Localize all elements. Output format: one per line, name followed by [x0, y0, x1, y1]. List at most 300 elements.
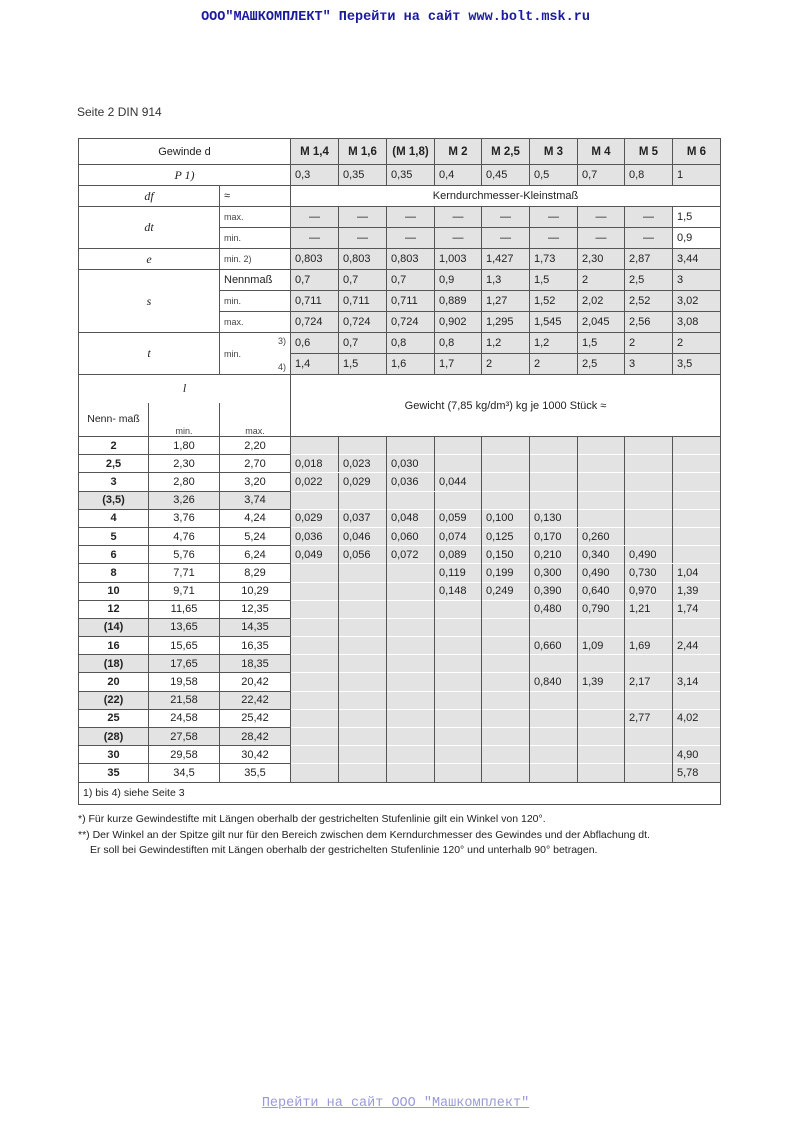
- weight-value: [435, 455, 482, 473]
- weight-value: [578, 709, 625, 727]
- nennmass-value: 16: [79, 637, 149, 655]
- t-min-cell: [220, 333, 291, 375]
- weight-value: 0,029: [291, 509, 339, 527]
- min-value: 11,65: [149, 600, 220, 618]
- weight-value: 1,21: [625, 600, 673, 618]
- weight-value: 0,840: [530, 673, 578, 691]
- weight-value: [673, 618, 721, 636]
- weight-value: [339, 673, 387, 691]
- max-value: 35,5: [220, 764, 291, 782]
- weight-value: [435, 600, 482, 618]
- weight-value: [387, 728, 435, 746]
- weight-value: [673, 546, 721, 564]
- p-value: 0,3: [291, 165, 339, 186]
- dt-label: dt: [79, 207, 220, 249]
- weight-value: [625, 728, 673, 746]
- weight-value: 0,059: [435, 509, 482, 527]
- table-row: [79, 333, 721, 354]
- weight-value: 0,730: [625, 564, 673, 582]
- s-max-value: 0,724: [387, 312, 435, 333]
- table-row: [79, 764, 721, 782]
- column-header: M 2: [435, 139, 482, 165]
- column-header: M 4: [578, 139, 625, 165]
- weight-value: [530, 618, 578, 636]
- weight-value: 0,300: [530, 564, 578, 582]
- t-4-value: 1,6: [387, 354, 435, 375]
- footnote-1: *) Für kurze Gewindestifte mit Längen oberhalb der gestrichelten Stufenlinie gilt ein Winkel von 120°.: [78, 813, 546, 825]
- weight-value: [530, 437, 578, 455]
- nennmass-value: 6: [79, 546, 149, 564]
- t-4-value: 1,7: [435, 354, 482, 375]
- weight-value: [673, 728, 721, 746]
- max-value: 3,20: [220, 473, 291, 491]
- weight-value: [435, 655, 482, 673]
- page-label: Seite 2 DIN 914: [77, 105, 162, 119]
- weight-value: 0,100: [482, 509, 530, 527]
- weight-value: [625, 618, 673, 636]
- t-3-value: 0,8: [435, 333, 482, 354]
- weight-value: [530, 491, 578, 509]
- e-value: 0,803: [291, 249, 339, 270]
- gewinde-label: Gewinde d: [79, 139, 291, 165]
- weight-value: 4,90: [673, 746, 721, 764]
- min-value: 15,65: [149, 637, 220, 655]
- weight-value: [339, 491, 387, 509]
- min-value: 24,58: [149, 709, 220, 727]
- column-header: M 1,6: [339, 139, 387, 165]
- table-row: [79, 527, 721, 545]
- weight-value: 0,340: [578, 546, 625, 564]
- weight-value: [387, 655, 435, 673]
- nennmass-label: Nenn- maß: [79, 403, 149, 437]
- weight-value: 0,023: [339, 455, 387, 473]
- s-max-value: 3,08: [673, 312, 721, 333]
- weight-value: 1,39: [673, 582, 721, 600]
- table-footnote: 1) bis 4) siehe Seite 3: [79, 782, 721, 804]
- weight-value: [291, 618, 339, 636]
- weight-value: 2,77: [625, 709, 673, 727]
- dt-max-value: —: [482, 207, 530, 228]
- weight-value: [578, 455, 625, 473]
- weight-value: [578, 655, 625, 673]
- dt-max-value: —: [578, 207, 625, 228]
- weight-value: [339, 564, 387, 582]
- e-value: 1,427: [482, 249, 530, 270]
- s-min-value: 1,27: [482, 291, 530, 312]
- dt-max-value: —: [339, 207, 387, 228]
- weight-value: [291, 637, 339, 655]
- weight-value: 2,44: [673, 637, 721, 655]
- table-row: [79, 637, 721, 655]
- weight-value: [673, 527, 721, 545]
- e-value: 1,003: [435, 249, 482, 270]
- df-text: Kerndurchmesser-Kleinstmaß: [291, 186, 721, 207]
- weight-value: [339, 618, 387, 636]
- t-4-value: 2,5: [578, 354, 625, 375]
- weight-value: [387, 437, 435, 455]
- dt-max-value: —: [291, 207, 339, 228]
- p-value: 0,45: [482, 165, 530, 186]
- min-value: 4,76: [149, 527, 220, 545]
- weight-value: [673, 473, 721, 491]
- weight-value: [482, 728, 530, 746]
- weight-value: [578, 473, 625, 491]
- s-min-value: 0,889: [435, 291, 482, 312]
- weight-value: [435, 764, 482, 782]
- weight-value: [387, 691, 435, 709]
- weight-value: [578, 437, 625, 455]
- weight-value: [291, 728, 339, 746]
- max-value: 3,74: [220, 491, 291, 509]
- weight-value: [530, 709, 578, 727]
- weight-value: [482, 473, 530, 491]
- table-row: [79, 437, 721, 455]
- weight-value: [387, 709, 435, 727]
- weight-value: [387, 746, 435, 764]
- weight-value: 0,049: [291, 546, 339, 564]
- table-row: [79, 691, 721, 709]
- min-value: 7,71: [149, 564, 220, 582]
- weight-value: [435, 637, 482, 655]
- weight-value: [482, 437, 530, 455]
- weight-value: 0,790: [578, 600, 625, 618]
- weight-value: 4,02: [673, 709, 721, 727]
- e-value: 3,44: [673, 249, 721, 270]
- min-value: 21,58: [149, 691, 220, 709]
- table-row: [79, 207, 721, 228]
- weight-value: [339, 437, 387, 455]
- weight-value: [673, 491, 721, 509]
- nennmass-value: 5: [79, 527, 149, 545]
- weight-value: [291, 764, 339, 782]
- weight-value: [578, 728, 625, 746]
- weight-value: [339, 764, 387, 782]
- bottom-site-link[interactable]: Перейти на сайт ООО "Машкомплект": [261, 1096, 530, 1111]
- t-4-value: 3: [625, 354, 673, 375]
- max-value: 4,24: [220, 509, 291, 527]
- weight-value: 0,480: [530, 600, 578, 618]
- s-nenn-value: 0,7: [387, 270, 435, 291]
- gewicht-label: Gewicht (7,85 kg/dm³) kg je 1000 Stück ≈: [291, 375, 721, 437]
- weight-value: 0,390: [530, 582, 578, 600]
- dt-max-value: —: [435, 207, 482, 228]
- weight-value: [482, 491, 530, 509]
- top-site-link[interactable]: ООО"МАШКОМПЛЕКТ" Перейти на сайт www.bolt.msk.ru: [201, 10, 590, 25]
- s-nenn-value: 1,3: [482, 270, 530, 291]
- nennmass-value: 10: [79, 582, 149, 600]
- weight-value: [482, 455, 530, 473]
- t-min-label: min.: [224, 348, 242, 359]
- weight-value: [435, 437, 482, 455]
- s-nenn-label: Nennmaß: [220, 270, 291, 291]
- weight-value: 0,048: [387, 509, 435, 527]
- max-value: 16,35: [220, 637, 291, 655]
- dt-min-value: —: [339, 228, 387, 249]
- weight-value: 0,089: [435, 546, 482, 564]
- weight-value: 0,660: [530, 637, 578, 655]
- weight-value: [435, 691, 482, 709]
- weight-value: 1,74: [673, 600, 721, 618]
- weight-value: [387, 637, 435, 655]
- table-row: [79, 746, 721, 764]
- e-value: 1,73: [530, 249, 578, 270]
- s-max-value: 2,56: [625, 312, 673, 333]
- max-value: 14,35: [220, 618, 291, 636]
- t-3-value: 2: [625, 333, 673, 354]
- min-label: min.: [149, 403, 220, 437]
- din914-table: [78, 138, 721, 805]
- min-value: 9,71: [149, 582, 220, 600]
- table-row: [79, 709, 721, 727]
- weight-value: [482, 673, 530, 691]
- weight-value: [530, 746, 578, 764]
- weight-value: [578, 746, 625, 764]
- min-value: 2,80: [149, 473, 220, 491]
- weight-value: 0,970: [625, 582, 673, 600]
- s-nenn-value: 2: [578, 270, 625, 291]
- t-note-3: 3): [277, 335, 286, 346]
- weight-value: [530, 455, 578, 473]
- weight-value: [578, 618, 625, 636]
- weight-value: [387, 673, 435, 691]
- weight-value: [291, 491, 339, 509]
- weight-value: [482, 600, 530, 618]
- weight-value: [291, 746, 339, 764]
- p-value: 1: [673, 165, 721, 186]
- weight-value: [387, 564, 435, 582]
- table-row: [79, 564, 721, 582]
- min-value: 29,58: [149, 746, 220, 764]
- min-value: 3,26: [149, 491, 220, 509]
- weight-value: [673, 691, 721, 709]
- s-min-value: 2,52: [625, 291, 673, 312]
- dt-min-value: —: [625, 228, 673, 249]
- weight-value: 1,69: [625, 637, 673, 655]
- weight-value: 0,029: [339, 473, 387, 491]
- s-min-label: min.: [220, 291, 291, 312]
- weight-value: 0,640: [578, 582, 625, 600]
- p-value: 0,35: [339, 165, 387, 186]
- s-nenn-value: 0,9: [435, 270, 482, 291]
- table-row: [79, 546, 721, 564]
- t-4-value: 1,5: [339, 354, 387, 375]
- weight-value: [482, 691, 530, 709]
- dt-min-value: —: [530, 228, 578, 249]
- e-value: 2,87: [625, 249, 673, 270]
- weight-value: 0,490: [625, 546, 673, 564]
- nennmass-value: 2,5: [79, 455, 149, 473]
- max-value: 10,29: [220, 582, 291, 600]
- s-label: s: [79, 270, 220, 333]
- max-value: 6,24: [220, 546, 291, 564]
- weight-value: [625, 764, 673, 782]
- weight-value: 1,39: [578, 673, 625, 691]
- weight-value: [387, 491, 435, 509]
- e-value: 2,30: [578, 249, 625, 270]
- weight-value: [339, 637, 387, 655]
- s-max-value: 2,045: [578, 312, 625, 333]
- table-row: [79, 186, 721, 207]
- table-row: [79, 139, 721, 165]
- table-row: [79, 655, 721, 673]
- dt-min-value: —: [578, 228, 625, 249]
- weight-value: 0,072: [387, 546, 435, 564]
- weight-value: [291, 564, 339, 582]
- max-value: 20,42: [220, 673, 291, 691]
- weight-value: [435, 673, 482, 691]
- min-value: 1,80: [149, 437, 220, 455]
- nennmass-value: 8: [79, 564, 149, 582]
- column-header: M 5: [625, 139, 673, 165]
- t-note-4: 4): [277, 361, 286, 372]
- e-label: e: [79, 249, 220, 270]
- min-value: 34,5: [149, 764, 220, 782]
- dt-min-value: —: [435, 228, 482, 249]
- weight-value: [625, 746, 673, 764]
- weight-value: 0,036: [387, 473, 435, 491]
- s-min-value: 2,02: [578, 291, 625, 312]
- column-header: (M 1,8): [387, 139, 435, 165]
- column-header: M 2,5: [482, 139, 530, 165]
- weight-value: 0,036: [291, 527, 339, 545]
- weight-value: [530, 655, 578, 673]
- s-max-value: 1,295: [482, 312, 530, 333]
- weight-value: 0,490: [578, 564, 625, 582]
- weight-value: [339, 691, 387, 709]
- weight-value: 0,150: [482, 546, 530, 564]
- weight-value: [387, 618, 435, 636]
- weight-value: [482, 709, 530, 727]
- weight-value: [530, 728, 578, 746]
- max-value: 30,42: [220, 746, 291, 764]
- max-value: 2,20: [220, 437, 291, 455]
- table-row: [79, 375, 721, 403]
- nennmass-value: 20: [79, 673, 149, 691]
- p-value: 0,5: [530, 165, 578, 186]
- max-value: 12,35: [220, 600, 291, 618]
- max-label: max.: [220, 403, 291, 437]
- weight-value: [625, 491, 673, 509]
- t-3-value: 0,8: [387, 333, 435, 354]
- weight-value: 0,056: [339, 546, 387, 564]
- max-value: 25,42: [220, 709, 291, 727]
- min-value: 3,76: [149, 509, 220, 527]
- table-row: [79, 600, 721, 618]
- dt-max-value: 1,5: [673, 207, 721, 228]
- weight-value: [387, 582, 435, 600]
- weight-value: 0,018: [291, 455, 339, 473]
- weight-value: [625, 473, 673, 491]
- t-3-value: 0,6: [291, 333, 339, 354]
- table-row: [79, 673, 721, 691]
- nennmass-value: (3,5): [79, 491, 149, 509]
- s-max-value: 0,902: [435, 312, 482, 333]
- weight-value: [339, 655, 387, 673]
- max-value: 18,35: [220, 655, 291, 673]
- nennmass-value: (22): [79, 691, 149, 709]
- weight-value: [339, 709, 387, 727]
- s-nenn-value: 0,7: [339, 270, 387, 291]
- weight-value: [673, 437, 721, 455]
- s-nenn-value: 2,5: [625, 270, 673, 291]
- table-row: [79, 582, 721, 600]
- weight-value: 0,130: [530, 509, 578, 527]
- nennmass-value: (28): [79, 728, 149, 746]
- t-3-value: 1,2: [482, 333, 530, 354]
- weight-value: 0,119: [435, 564, 482, 582]
- weight-value: [339, 582, 387, 600]
- column-header: M 6: [673, 139, 721, 165]
- dt-min-label: min.: [220, 228, 291, 249]
- max-value: 28,42: [220, 728, 291, 746]
- t-4-value: 2: [482, 354, 530, 375]
- weight-value: [673, 655, 721, 673]
- nennmass-value: 25: [79, 709, 149, 727]
- weight-value: [339, 728, 387, 746]
- weight-value: [578, 509, 625, 527]
- table-row: [79, 455, 721, 473]
- weight-value: [625, 509, 673, 527]
- weight-value: [291, 655, 339, 673]
- s-max-value: 0,724: [291, 312, 339, 333]
- table-row: [79, 491, 721, 509]
- dt-min-value: —: [291, 228, 339, 249]
- t-4-value: 2: [530, 354, 578, 375]
- dt-min-value: 0,9: [673, 228, 721, 249]
- weight-value: [482, 618, 530, 636]
- weight-value: [625, 437, 673, 455]
- footnote-2: **) Der Winkel an der Spitze gilt nur für den Bereich zwischen dem Kerndurchmesser des Gewindes und der Abflachung dt.: [78, 829, 650, 841]
- dt-min-value: —: [387, 228, 435, 249]
- weight-value: 0,148: [435, 582, 482, 600]
- l-label: l: [79, 375, 291, 403]
- df-approx: ≈: [220, 186, 291, 207]
- nennmass-value: 35: [79, 764, 149, 782]
- column-header: M 1,4: [291, 139, 339, 165]
- weight-value: 0,125: [482, 527, 530, 545]
- weight-value: [435, 491, 482, 509]
- s-min-value: 0,711: [291, 291, 339, 312]
- dt-max-value: —: [625, 207, 673, 228]
- weight-value: [625, 527, 673, 545]
- t-3-value: 2: [673, 333, 721, 354]
- min-value: 2,30: [149, 455, 220, 473]
- weight-value: 1,09: [578, 637, 625, 655]
- s-max-value: 1,545: [530, 312, 578, 333]
- s-nenn-value: 0,7: [291, 270, 339, 291]
- table-row: [79, 782, 721, 804]
- column-header: M 3: [530, 139, 578, 165]
- footnote-3: Er soll bei Gewindestiften mit Längen oberhalb der gestrichelten Stufenlinie 120° und unterhalb 90° betragen.: [90, 844, 598, 856]
- weight-value: 0,260: [578, 527, 625, 545]
- weight-value: [387, 764, 435, 782]
- dt-max-value: —: [530, 207, 578, 228]
- max-value: 22,42: [220, 691, 291, 709]
- weight-value: [387, 600, 435, 618]
- table-row: [79, 728, 721, 746]
- weight-value: 5,78: [673, 764, 721, 782]
- weight-value: [435, 618, 482, 636]
- s-min-value: 0,711: [339, 291, 387, 312]
- t-3-value: 1,2: [530, 333, 578, 354]
- weight-value: [578, 691, 625, 709]
- weight-value: [530, 473, 578, 491]
- weight-value: 0,044: [435, 473, 482, 491]
- p-value: 0,4: [435, 165, 482, 186]
- weight-value: 3,14: [673, 673, 721, 691]
- df-label: df: [79, 186, 220, 207]
- dt-max-label: max.: [220, 207, 291, 228]
